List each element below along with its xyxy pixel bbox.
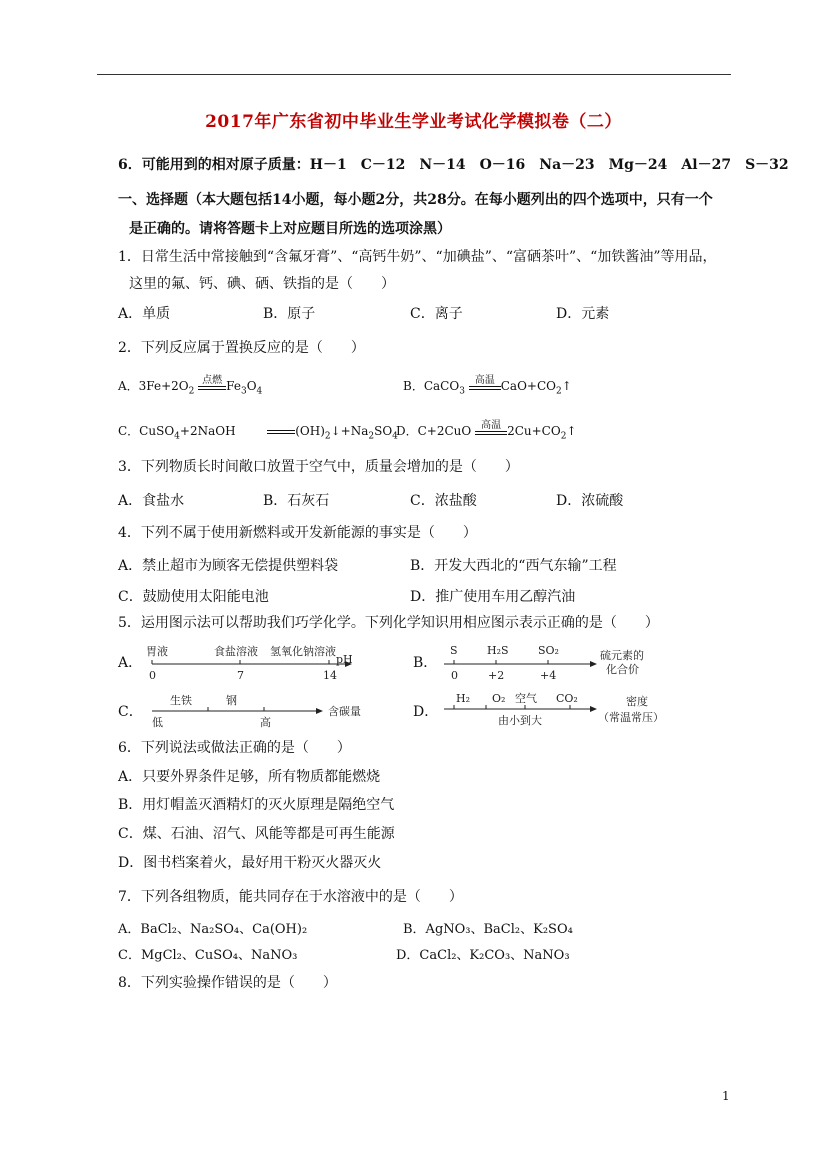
section-heading-line1: 一、选择题（本大题包括14小题，每小题2分，共28分。在每小题列出的四个选项中，只有一个 [118, 192, 713, 208]
q5-d-bottom: 由小到大 [498, 714, 542, 727]
q6-option-c: C．煤、石油、沼气、风能等都是可再生能源 [118, 826, 395, 842]
q4-option-a: A．禁止超市为顾客无偿提供塑料袋 [118, 558, 339, 574]
q5-c-end: 含碳量 [328, 705, 361, 718]
q6-option-b: B．用灯帽盖灭酒精灯的灭火原理是隔绝空气 [118, 797, 395, 813]
q5-option-c-label: C． [118, 704, 143, 720]
q1-stem-line1: 1．日常生活中常接触到“含氟牙膏”、“高钙牛奶”、“加碘盐”、“富硒茶叶”、“加铁酱油”等用品， [118, 249, 717, 265]
q5-b-bottom-0: 0 [451, 669, 458, 682]
q5-d-top-2: 空气 [515, 692, 537, 705]
q3-option-b: B．石灰石 [263, 493, 330, 509]
q5-axis-b [440, 640, 680, 684]
q5-a-bottom-0: 0 [149, 669, 156, 682]
q1-option-d: D．元素 [556, 306, 610, 322]
q5-b-bottom-1: +2 [488, 669, 505, 682]
q5-c-bottom-0: 低 [152, 716, 163, 729]
q3-option-c: C．浓盐酸 [410, 493, 477, 509]
q5-axis-c [144, 690, 374, 732]
q6-option-d: D．图书档案着火，最好用干粉灭火器灭火 [118, 855, 382, 871]
q2-stem: 2．下列反应属于置换反应的是（ ） [118, 340, 365, 356]
q8-stem: 8．下列实验操作错误的是（ ） [118, 975, 337, 991]
q7-option-a: A．BaCl₂、Na₂SO₄、Ca(OH)₂ [118, 922, 308, 937]
q5-a-end: pH [336, 653, 353, 666]
q4-stem: 4．下列不属于使用新燃料或开发新能源的事实是（ ） [118, 525, 477, 541]
q2-option-a: A．$3Fe+2O_2$ 点燃 $Fe_3O_4$ [118, 377, 262, 396]
q5-d-top-3: CO₂ [556, 692, 578, 705]
q7-option-c: C．MgCl₂、CuSO₄、NaNO₃ [118, 948, 298, 963]
q5-d-end1: 密度 [626, 695, 648, 708]
q5-a-top-1: 食盐溶液 [214, 645, 258, 658]
q2-option-d: D．C+2CuO 高温 $2Cu+CO_2↑$ [396, 422, 577, 441]
q2-option-b: B．CaCO$_3$ 高温 $CaO+CO_2↑$ [403, 377, 572, 396]
q5-stem: 5．运用图示法可以帮助我们巧学化学。下列化学知识用相应图示表示正确的是（ ） [118, 615, 659, 631]
q5-d-top-1: O₂ [492, 692, 506, 705]
q2-a-condition: 点燃 [202, 375, 223, 386]
q7-stem: 7．下列各组物质，能共同存在于水溶液中的是（ ） [118, 889, 463, 905]
q7-option-b: B．AgNO₃、BaCl₂、K₂SO₄ [403, 922, 573, 937]
q5-c-top-1: 钢 [226, 694, 237, 707]
q3-option-d: D．浓硫酸 [556, 493, 624, 509]
q5-a-bottom-2: 14 [323, 669, 337, 682]
q5-b-end1: 硫元素的 [600, 649, 644, 662]
q5-option-b-label: B． [413, 655, 438, 671]
q5-a-top-2: 氢氧化钠溶液 [270, 645, 336, 658]
q7-option-d: D．CaCl₂、K₂CO₃、NaNO₃ [396, 948, 570, 963]
q3-option-a: A．食盐水 [118, 493, 185, 509]
q1-option-c: C．离子 [410, 306, 463, 322]
q1-stem-line2: 这里的氟、钙、碘、硒、铁指的是（ ） [129, 276, 395, 292]
q5-axis-d [440, 689, 690, 731]
q5-c-top-0: 生铁 [170, 694, 192, 707]
q5-c-bottom-1: 高 [260, 716, 271, 729]
q4-option-c: C．鼓励使用太阳能电池 [118, 589, 269, 605]
q5-option-d-label: D． [413, 704, 439, 720]
q6-option-a: A．只要外界条件足够，所有物质都能燃烧 [118, 769, 381, 785]
q5-a-bottom-1: 7 [237, 669, 244, 682]
q4-option-b: B．开发大西北的“西气东输”工程 [410, 558, 617, 574]
q5-a-top-0: 胃液 [146, 645, 168, 658]
q5-b-end2: 化合价 [606, 663, 639, 676]
q2-option-c: C．CuSO$_4$+2NaOH $(OH)_2↓+Na_2SO_4$ [118, 424, 398, 442]
page-number: 1 [722, 1089, 730, 1103]
q1-option-b: B．原子 [263, 306, 316, 322]
header-rule [97, 74, 731, 75]
section-heading-line2: 是正确的。请将答题卡上对应题目所选的选项涂黑） [129, 221, 451, 237]
q5-b-top-1: H₂S [487, 644, 509, 657]
q5-axis-a [140, 642, 360, 686]
q1-option-a: A．单质 [118, 306, 171, 322]
q2-d-condition: 高温 [481, 420, 502, 431]
q5-b-top-2: SO₂ [538, 644, 559, 657]
q3-stem: 3．下列物质长时间敞口放置于空气中，质量会增加的是（ ） [118, 459, 519, 475]
q4-option-d: D．推广使用车用乙醇汽油 [410, 589, 576, 605]
q5-b-bottom-2: +4 [540, 669, 557, 682]
q5-d-top-0: H₂ [456, 692, 471, 705]
atomic-mass-line: 6．可能用到的相对原子质量：H－1 C－12 N－14 O－16 Na－23 Mg－24 Al－27 S－32 [118, 157, 789, 173]
q6-stem: 6．下列说法或做法正确的是（ ） [118, 740, 351, 756]
q5-b-top-0: S [450, 644, 458, 657]
q5-option-a-label: A． [118, 655, 143, 671]
q5-d-end2: （常温常压） [598, 711, 664, 724]
q2-b-condition: 高温 [474, 375, 495, 386]
page-title: 2017年广东省初中毕业生学业考试化学模拟卷（二） [205, 112, 622, 132]
